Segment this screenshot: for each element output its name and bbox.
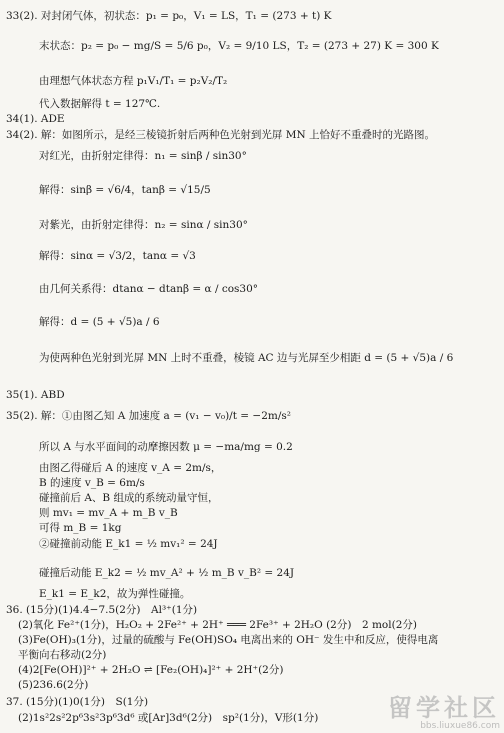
answer-line: ②碰撞前动能 E_k1 = ½ mv₁² = 24J <box>39 538 218 550</box>
answer-line: 碰撞后动能 E_k2 = ½ mv_A² + ½ m_B v_B² = 24J <box>39 567 295 579</box>
answer-line: 末状态：p₂ = p₀ − mg/S = 5/6 p₀，V₂ = 9/10 LS，T₂ = (273 + 27) K = 300 K <box>39 40 439 52</box>
answer-line: (4)2[Fe(OH)]²⁺ + 2H₂O ⇌ [Fe₂(OH)₄]²⁺ + 2H⁺(2分) <box>18 664 284 676</box>
answer-line: 可得 m_B = 1kg <box>39 522 122 534</box>
answer-line: 碰撞前后 A、B 组成的系统动量守恒， <box>39 492 219 504</box>
answer-line: 33(2). 对封闭气体，初状态：p₁ = p₀，V₁ = LS，T₁ = (273 + t) K <box>6 10 332 22</box>
answer-line: B 的速度 v_B = 6m/s <box>39 477 145 489</box>
answer-line: 为使两种色光射到光屏 MN 上时不重叠，棱镜 AC 边与光屏至少相距 d = (5 + √5)a / 6 <box>39 352 454 364</box>
answer-line: 37. (15分)(1)0(1分) S(1分) <box>6 696 149 708</box>
answer-line: 则 mv₁ = mv_A + m_B v_B <box>39 507 178 519</box>
answer-line: 36. (15分)(1)4.4−7.5(2分) Al³⁺(1分) <box>6 604 198 616</box>
answer-line: 34(2). 解：如图所示，是经三棱镜折射后两种色光射到光屏 MN 上恰好不重叠时的光路图。 <box>6 129 436 141</box>
answer-line: 对紫光，由折射定律得：n₂ = sinα / sin30° <box>39 219 248 231</box>
answer-line: 解得：sinα = √3/2，tanα = √3 <box>39 250 196 262</box>
answer-line: 对红光，由折射定律得：n₁ = sinβ / sin30° <box>39 150 247 162</box>
watermark-logo: 留学社区 <box>388 694 500 722</box>
answer-line: 解得：sinβ = √6/4，tanβ = √15/5 <box>39 184 211 196</box>
answer-line: 由理想气体状态方程 p₁V₁/T₁ = p₂V₂/T₂ <box>39 75 228 87</box>
answer-line: 代入数据解得 t = 127℃. <box>39 98 161 110</box>
answer-line: 由几何关系得：dtanα − dtanβ = α / cos30° <box>39 283 259 295</box>
answer-line: 平衡向右移动(2分) <box>18 649 107 661</box>
answer-line: 35(2). 解：①由图乙知 A 加速度 a = (v₁ − v₀)/t = −2m/s² <box>6 410 291 422</box>
answer-line: 34(1). ADE <box>6 113 65 125</box>
answer-line: 解得：d = (5 + √5)a / 6 <box>39 316 160 328</box>
answer-line: (2)氧化 Fe²⁺(1分)，H₂O₂ + 2Fe²⁺ + 2H⁺ ═══ 2Fe³⁺ + 2H₂O (2分) 2 mol(2分) <box>18 619 417 631</box>
watermark-url: bbs.liuxue86.com <box>420 721 500 731</box>
answer-line: (5)236.6(2分) <box>18 679 89 691</box>
answer-line: (2)1s²2s²2p⁶3s²3p⁶3d⁶ 或[Ar]3d⁶(2分) sp²(1分)，V形(1分) <box>18 712 319 724</box>
answer-line: 所以 A 与水平面间的动摩擦因数 μ = −ma/mg = 0.2 <box>39 441 293 453</box>
watermark <box>336 695 500 731</box>
answer-line: 由图乙得碰后 A 的速度 v_A = 2m/s， <box>39 462 222 474</box>
answer-line: 35(1). ABD <box>6 389 65 401</box>
answer-line: E_k1 = E_k2，故为弹性碰撞。 <box>39 588 191 600</box>
answer-line: (3)Fe(OH)₃(1分)，过量的硫酸与 Fe(OH)SO₄ 电离出来的 OH⁻ 发生中和反应，使得电离 <box>18 634 439 646</box>
